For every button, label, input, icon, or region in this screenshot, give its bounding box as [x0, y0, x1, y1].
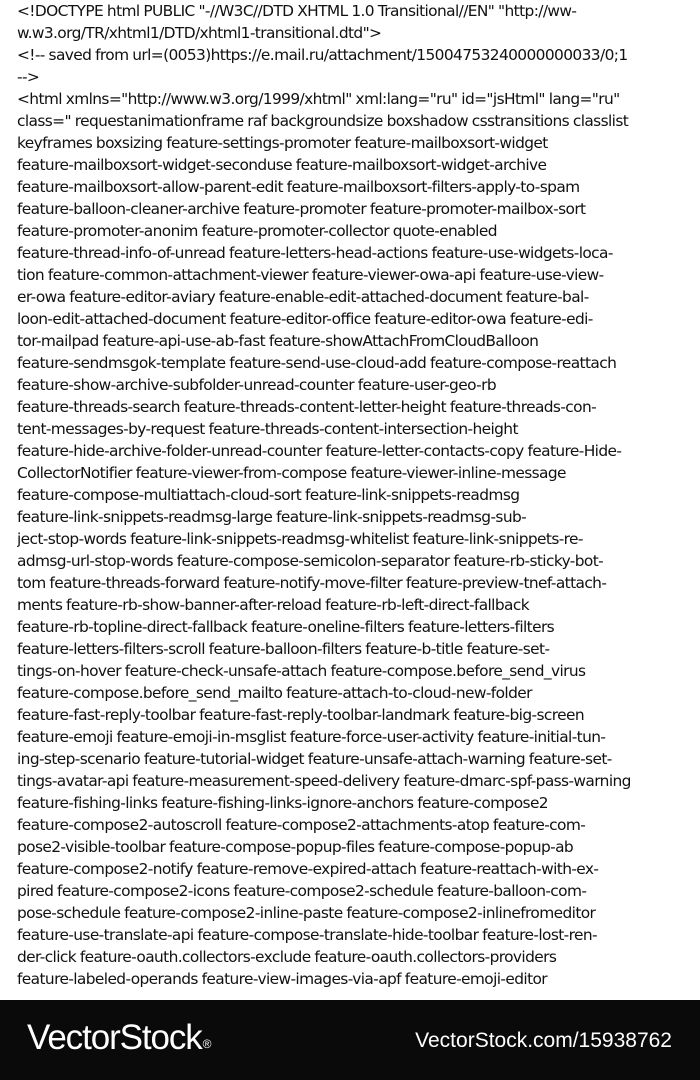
document-line: tom feature-threads-forward feature-notify-move-filter feature-preview-tnef-attach-: [17, 574, 607, 592]
document-line: feature-compose2-notify feature-remove-expired-attach feature-reattach-with-ex-: [17, 860, 599, 878]
registered-mark: ®: [202, 1037, 212, 1051]
document-line: <html xmlns="http://www.w3.org/1999/xhtml" xml:lang="ru" id="jsHtml" lang="ru": [17, 90, 620, 108]
document-line: feature-compose-multiattach-cloud-sort feature-link-snippets-readmsg: [17, 486, 520, 504]
document-line: feature-compose2-autoscroll feature-compose2-attachments-atop feature-com-: [17, 816, 586, 834]
document-line: feature-link-snippets-readmsg-large feature-link-snippets-readmsg-sub-: [17, 508, 527, 526]
document-line: feature-labeled-operands feature-view-images-via-apf feature-emoji-editor: [17, 970, 548, 988]
document-line: tion feature-common-attachment-viewer feature-viewer-owa-api feature-use-view-: [17, 266, 604, 284]
document-line: pired feature-compose2-icons feature-compose2-schedule feature-balloon-com-: [17, 882, 587, 900]
document-line: class=" requestanimationframe raf backgroundsize boxshadow csstransitions classlist: [17, 112, 629, 130]
document-line: feature-letters-filters-scroll feature-balloon-filters feature-b-title feature-set-: [17, 640, 550, 658]
document-line: ments feature-rb-show-banner-after-reload feature-rb-left-direct-fallback: [17, 596, 530, 614]
document-line: loon-edit-attached-document feature-editor-office feature-editor-owa feature-edi-: [17, 310, 593, 328]
document-line: -->: [17, 68, 40, 86]
document-line: CollectorNotifier feature-viewer-from-compose feature-viewer-inline-message: [17, 464, 566, 482]
document-line: w.w3.org/TR/xhtml1/DTD/xhtml1-transitional.dtd">: [17, 24, 382, 42]
document-line: feature-mailboxsort-widget-seconduse feature-mailboxsort-widget-archive: [17, 156, 547, 174]
document-line: tent-messages-by-request feature-threads-content-intersection-height: [17, 420, 518, 438]
document-line: der-click feature-oauth.collectors-exclude feature-oauth.collectors-providers: [17, 948, 557, 966]
document-line: feature-show-archive-subfolder-unread-counter feature-user-geo-rb: [17, 376, 497, 394]
document-line: feature-mailboxsort-allow-parent-edit feature-mailboxsort-filters-apply-to-spam: [17, 178, 580, 196]
document-line: tor-mailpad feature-api-use-ab-fast feature-showAttachFromCloudBalloon: [17, 332, 539, 350]
document-line: keyframes boxsizing feature-settings-promoter feature-mailboxsort-widget: [17, 134, 548, 152]
document-line: feature-fast-reply-toolbar feature-fast-reply-toolbar-landmark feature-big-screen: [17, 706, 584, 724]
document-line: pose-schedule feature-compose2-inline-paste feature-compose2-inlinefromeditor: [17, 904, 596, 922]
document-line: feature-promoter-anonim feature-promoter-collector quote-enabled: [17, 222, 497, 240]
watermark-footer: [0, 1000, 700, 1080]
document-line: feature-thread-info-of-unread feature-letters-head-actions feature-use-widgets-loca-: [17, 244, 613, 262]
document-line: feature-fishing-links feature-fishing-links-ignore-anchors feature-compose2: [17, 794, 549, 812]
document-line: <!DOCTYPE html PUBLIC "-//W3C//DTD XHTML 1.0 Transitional//EN" "http://ww-: [17, 2, 577, 20]
document-line: ing-step-scenario feature-tutorial-widget feature-unsafe-attach-warning feature-set-: [17, 750, 612, 768]
document-line: feature-sendmsgok-template feature-send-use-cloud-add feature-compose-reattach: [17, 354, 617, 372]
document-line: <!-- saved from url=(0053)https://e.mail.ru/attachment/15004753240000000033/0;1: [17, 46, 628, 64]
document-line: feature-compose.before_send_mailto feature-attach-to-cloud-new-folder: [17, 684, 532, 702]
document-line: feature-balloon-cleaner-archive feature-promoter feature-promoter-mailbox-sort: [17, 200, 586, 218]
document-line: feature-emoji feature-emoji-in-msglist feature-force-user-activity feature-initial-tun-: [17, 728, 606, 746]
document-line: tings-on-hover feature-check-unsafe-attach feature-compose.before_send_virus: [17, 662, 586, 680]
document-text: [17, 0, 697, 1000]
image-id-url: VectorStock.com/15938762: [415, 1029, 672, 1052]
document-line: er-owa feature-editor-aviary feature-enable-edit-attached-document feature-bal-: [17, 288, 589, 306]
document-line: feature-rb-topline-direct-fallback feature-oneline-filters feature-letters-filters: [17, 618, 555, 636]
vectorstock-logo: [27, 1016, 212, 1060]
document-line: feature-hide-archive-folder-unread-counter feature-letter-contacts-copy feature-Hide-: [17, 442, 622, 460]
document-line: ject-stop-words feature-link-snippets-readmsg-whitelist feature-link-snippets-re-: [17, 530, 583, 548]
document-line: admsg-url-stop-words feature-compose-semicolon-separator feature-rb-sticky-bot-: [17, 552, 604, 570]
document-line: feature-threads-search feature-threads-content-letter-height feature-threads-con-: [17, 398, 597, 416]
document-line: feature-use-translate-api feature-compose-translate-hide-toolbar feature-lost-ren-: [17, 926, 597, 944]
document-line: tings-avatar-api feature-measurement-speed-delivery feature-dmarc-spf-pass-warning: [17, 772, 631, 790]
brand-name: VectorStock: [27, 1018, 202, 1057]
document-line: pose2-visible-toolbar feature-compose-popup-files feature-compose-popup-ab: [17, 838, 574, 856]
